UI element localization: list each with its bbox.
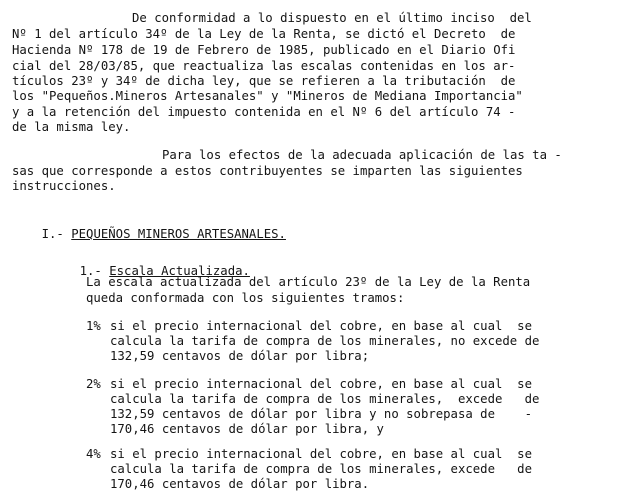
tramo-3-line-1: si el precio internacional del cobre, en base al cual se [110, 447, 532, 461]
tramo-3-rate: 4% [86, 447, 101, 461]
tramo-3-line-3: 170,46 centavos de dólar por libra. [110, 477, 370, 491]
tramo-1-line-1: si el precio internacional del cobre, en base al cual se [110, 319, 532, 333]
paragraph-1-line-7: y a la retención del impuesto contenida en el Nº 6 del artículo 74 - [12, 105, 516, 119]
tramo-2-rate: 2% [86, 377, 101, 391]
subsection-number: 1.- [79, 264, 102, 278]
tramo-3-line-2: calcula la tarifa de compra de los minerales, excede de [110, 462, 532, 476]
tramo-2-line-1: si el precio internacional del cobre, en base al cual se [110, 377, 532, 391]
tramo-1-line-3: 132,59 centavos de dólar por libra; [110, 349, 370, 363]
paragraph-1-line-1: De conformidad a lo dispuesto en el último inciso del [132, 11, 532, 25]
section-heading [12, 213, 286, 255]
paragraph-2-line-1: Para los efectos de la adecuada aplicación de las ta - [162, 148, 562, 162]
paragraph-1-line-5: tículos 23º y 34º de dicha ley, que se refieren a la tributación de [12, 74, 516, 88]
subsection-title: Escala Actualizada. [109, 264, 250, 278]
tramo-2-line-3: 132,59 centavos de dólar por libra y no sobrepasa de - [110, 407, 532, 421]
paragraph-1-line-6: los "Pequeños.Mineros Artesanales" y "Mineros de Mediana Importancia" [12, 89, 523, 103]
paragraph-2-line-3: instrucciones. [12, 179, 116, 193]
paragraph-2-line-2: sas que corresponde a estos contribuyentes se imparten las siguientes [12, 164, 523, 178]
intro-line-2: queda conformada con los siguientes tramos: [86, 291, 405, 305]
paragraph-1-line-3: Hacienda Nº 178 de 19 de Febrero de 1985, publicado en el Diario Ofi [12, 43, 516, 57]
tramo-1-line-2: calcula la tarifa de compra de los minerales, no excede de [110, 334, 540, 348]
tramo-2-line-4: 170,46 centavos de dólar por libra, y [110, 422, 384, 436]
intro-line-1: La escala actualizada del artículo 23º de la Ley de la Renta [86, 275, 531, 289]
paragraph-1-line-2: Nº 1 del artículo 34º de la Ley de la Renta, se dictó el Decreto de [12, 27, 516, 41]
section-number: I.- [41, 227, 64, 241]
paragraph-1-line-8: de la misma ley. [12, 120, 131, 134]
tramo-2-line-2: calcula la tarifa de compra de los minerales, excede de [110, 392, 540, 406]
paragraph-1-line-4: cial del 28/03/85, que reactualiza las escalas contenidas en los ar- [12, 59, 516, 73]
tramo-1-rate: 1% [86, 319, 101, 333]
section-title: PEQUEÑOS MINEROS ARTESANALES. [71, 227, 286, 241]
